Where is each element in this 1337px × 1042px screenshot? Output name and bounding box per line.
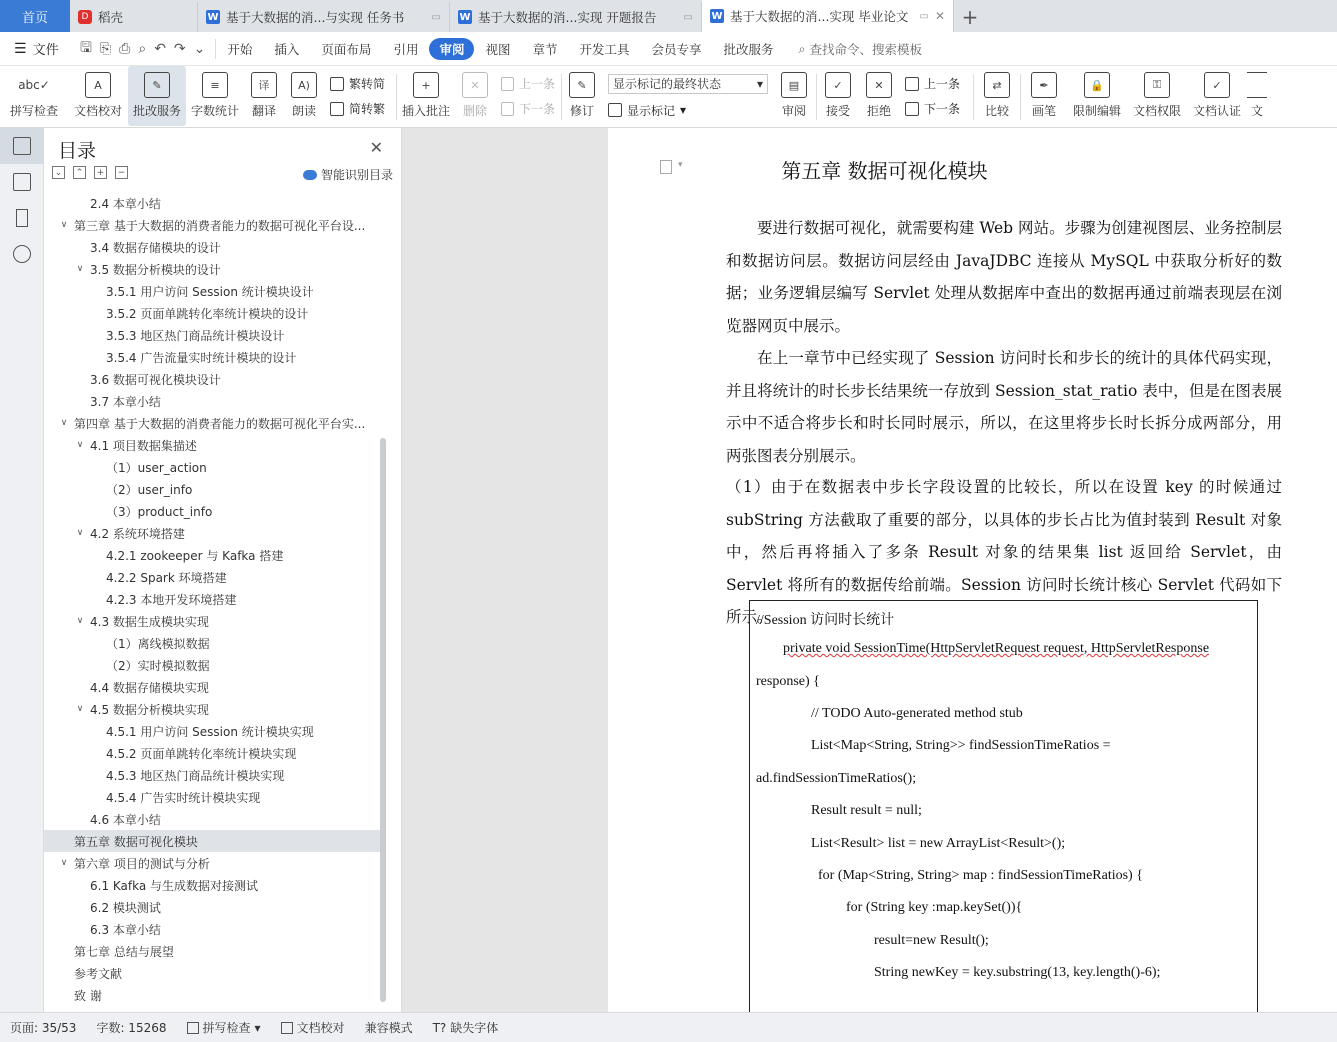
chevron-down-icon[interactable]: ∨: [76, 440, 84, 450]
smart-toc-button[interactable]: [303, 166, 393, 183]
trad-simp-group: [324, 66, 396, 126]
code-line: response) {: [756, 674, 820, 689]
proofread-status-label: 文档校对: [296, 1021, 345, 1035]
command-search[interactable]: [799, 40, 923, 58]
compare-label: 比较: [984, 104, 1009, 118]
word-count-icon: ≡: [202, 72, 228, 98]
proofread-label: 文档校对: [73, 104, 122, 118]
remove-heading-icon[interactable]: −: [115, 166, 128, 179]
show-markup-icon: [608, 103, 622, 117]
insert-comment-label: 插入批注: [401, 104, 450, 118]
toc-item-label: 4.2 系统环境搭建: [90, 526, 185, 541]
pen-icon: ✒: [1031, 72, 1057, 98]
toc-item[interactable]: [44, 434, 380, 456]
close-icon[interactable]: ✕: [369, 138, 383, 157]
restrict-editing-label: 限制编辑: [1072, 104, 1121, 118]
hamburger-icon: ☰: [14, 40, 27, 57]
toc-scrollbar[interactable]: [380, 438, 386, 1002]
prev-icon: [501, 77, 514, 91]
tab-label: 基于大数据的消...与实现 任务书: [226, 10, 405, 25]
read-aloud-icon: A): [291, 72, 317, 98]
chapter-title: 第五章 数据可视化模块: [781, 159, 988, 183]
toc-item-label: 4.6 本章小结: [90, 812, 161, 827]
status-bar: [0, 1012, 1337, 1042]
spell-check-label: 拼写检查: [9, 104, 58, 118]
change-nav-group: [899, 66, 973, 126]
toc-item[interactable]: [44, 896, 380, 918]
convert-icon: [330, 102, 344, 116]
toc-item[interactable]: [44, 610, 380, 632]
grading-service-button[interactable]: [128, 66, 186, 126]
spell-check-status-label: 拼写检查: [202, 1021, 251, 1035]
translate-button[interactable]: [244, 66, 284, 126]
toc-item[interactable]: [44, 764, 380, 786]
to-traditional-label: 简转繁: [349, 102, 386, 116]
word-count-button[interactable]: [186, 66, 244, 126]
ai-icon: [303, 170, 317, 180]
page-indicator[interactable]: [0, 1019, 86, 1036]
next-comment-button[interactable]: [501, 100, 555, 117]
show-markup-label: 显示标记: [627, 103, 676, 118]
toc-item-label: （2）user_info: [106, 482, 193, 497]
tab-home[interactable]: 首页: [0, 0, 70, 32]
page-indicator-text: 页面: 35/53: [10, 1021, 77, 1035]
checkbox-icon: [187, 1022, 199, 1034]
review-pane-icon: ▤: [781, 72, 807, 98]
writer-doc-icon: W: [711, 10, 723, 22]
file-menu-label: 文件: [32, 43, 59, 58]
track-changes-button[interactable]: [562, 66, 602, 126]
toc-panel: [44, 128, 402, 1012]
document-page[interactable]: [608, 128, 1337, 1012]
new-tab-button[interactable]: +: [961, 5, 979, 29]
chevron-down-icon[interactable]: ∨: [60, 858, 68, 868]
to-simplified-label: 繁转简: [349, 77, 386, 91]
tab-label: 基于大数据的消...实现 毕业论文: [730, 9, 909, 24]
next-icon: [905, 102, 919, 116]
missing-font-icon: T?: [432, 1020, 447, 1035]
pen-button[interactable]: [1021, 66, 1067, 126]
spell-check-button[interactable]: [0, 66, 68, 126]
toc-item-label: 2.4 本章小结: [90, 196, 161, 211]
toc-item[interactable]: [44, 280, 380, 302]
show-markup-button[interactable]: [608, 102, 766, 119]
toc-item[interactable]: [44, 940, 380, 962]
missing-font-label: 缺失字体: [450, 1021, 499, 1035]
menu-developer[interactable]: 开发工具: [579, 41, 630, 57]
toc-item-label: 第四章 基于大数据的消费者能力的数据可视化平台实...: [74, 416, 366, 431]
tab-daoke[interactable]: [70, 2, 198, 32]
accept-icon: ✓: [825, 72, 851, 98]
toc-panel-button[interactable]: [0, 128, 44, 164]
writer-doc-icon: W: [207, 11, 219, 23]
code-line: for (String key :map.keySet()){: [846, 900, 1023, 915]
toc-item[interactable]: [44, 918, 380, 940]
toc-item[interactable]: [44, 412, 380, 434]
convert-icon: [330, 77, 344, 91]
code-line: //Session 访问时长统计: [756, 613, 895, 628]
toc-item[interactable]: [44, 984, 380, 1006]
toc-item-label: 3.5.4 广告流量实时统计模块的设计: [106, 350, 297, 365]
reject-button[interactable]: [859, 66, 899, 126]
toc-item[interactable]: [44, 874, 380, 896]
toc-title: 目录: [58, 140, 97, 162]
file-menu[interactable]: [0, 39, 70, 58]
translate-label: 翻译: [251, 104, 276, 118]
word-count-text: 字数: 15268: [96, 1021, 167, 1035]
comment-icon: +: [413, 72, 439, 98]
proofread-icon: [281, 1022, 293, 1034]
insert-comment-button[interactable]: [397, 66, 455, 126]
compare-icon: ⇄: [984, 72, 1010, 98]
tab-doc-thesis[interactable]: [702, 0, 954, 32]
to-simplified-button[interactable]: [330, 75, 390, 92]
menu-member[interactable]: 会员专享: [651, 41, 702, 57]
menu-references[interactable]: 引用: [393, 41, 419, 57]
pin-icon[interactable]: ▭: [431, 11, 441, 23]
spell-check-toggle[interactable]: [177, 1019, 271, 1036]
toc-item[interactable]: [44, 654, 380, 676]
search-icon: ⌕: [798, 40, 810, 56]
next-icon: [501, 102, 514, 116]
document-certify-label: 文档认证: [1192, 104, 1241, 118]
menu-page-layout[interactable]: 页面布局: [321, 41, 372, 57]
next-comment-label: 下一条: [518, 102, 555, 116]
toc-item-label: 4.5.4 广告实时统计模块实现: [106, 790, 261, 805]
read-aloud-button[interactable]: [284, 66, 324, 126]
toc-item-label: 3.5.3 地区热门商品统计模块设计: [106, 328, 285, 343]
reject-icon: ✕: [866, 72, 892, 98]
tab-label: 稻壳: [98, 10, 124, 25]
export-icon[interactable]: ⎘: [99, 40, 112, 57]
toc-item[interactable]: [44, 698, 380, 720]
chevron-down-icon[interactable]: ▾: [678, 160, 683, 170]
chevron-down-icon[interactable]: ∨: [76, 704, 84, 714]
menu-grading[interactable]: 批改服务: [723, 41, 774, 57]
command-search-placeholder: 查找命令、搜索模板: [809, 41, 923, 57]
review-pane-label: 审阅: [781, 104, 806, 118]
toc-item[interactable]: [44, 324, 380, 346]
toc-item[interactable]: [44, 390, 380, 412]
spell-check-icon: abc✓: [18, 78, 50, 92]
chevron-down-icon[interactable]: ∨: [76, 528, 84, 538]
more-ribbon-button[interactable]: [1247, 66, 1267, 126]
toc-item-label: 4.3 数据生成模块实现: [90, 614, 209, 629]
reject-label: 拒绝: [866, 104, 891, 118]
close-icon[interactable]: ✕: [934, 9, 945, 23]
code-line: // TODO Auto-generated method stub: [811, 706, 1023, 721]
undo-icon[interactable]: ↶: [154, 40, 166, 57]
review-pane-button[interactable]: [772, 66, 816, 126]
toc-item[interactable]: [44, 500, 380, 522]
track-changes-label: 修订: [569, 104, 594, 118]
print-icon[interactable]: ⎙: [119, 40, 131, 57]
navigation-icon-strip: [0, 128, 44, 1012]
chevron-down-icon: ▾: [756, 76, 763, 91]
markup-group: [602, 66, 772, 126]
smart-toc-label: 智能识别目录: [320, 168, 393, 182]
toc-item[interactable]: [44, 962, 380, 984]
prev-change-button[interactable]: [905, 75, 967, 92]
code-line: List<Result> list = new ArrayList<Result>();: [811, 836, 1066, 851]
document-permission-button[interactable]: [1127, 66, 1187, 126]
next-change-button[interactable]: [905, 100, 967, 117]
collapse-all-icon[interactable]: ⌄: [52, 166, 65, 179]
toc-item[interactable]: [44, 478, 380, 500]
proofread-status-button[interactable]: [271, 1019, 355, 1036]
bookmark-icon: [16, 209, 28, 227]
quick-access-toolbar: [70, 39, 216, 59]
menu-bar: [0, 32, 1337, 66]
tab-bar: [0, 0, 1337, 32]
toc-item-label: 6.1 Kafka 与生成数据对接测试: [90, 878, 259, 893]
code-line: result=new Result();: [874, 933, 989, 948]
code-line: String newKey = key.substring(13, key.length()-6);: [874, 965, 1161, 980]
document-certify-button[interactable]: [1187, 66, 1247, 126]
menu-review[interactable]: 审阅: [429, 38, 474, 60]
proofread-icon: A: [85, 72, 111, 98]
prev-comment-label: 上一条: [518, 77, 555, 91]
toc-item[interactable]: [44, 786, 380, 808]
prev-change-label: 上一条: [924, 77, 961, 91]
delete-comment-label: 删除: [462, 104, 487, 118]
document-icon: [1247, 72, 1267, 98]
prev-comment-button[interactable]: [501, 75, 555, 92]
document-permission-label: 文档权限: [1132, 104, 1181, 118]
grading-label: 批改服务: [132, 104, 181, 118]
toc-item-label: 第六章 项目的测试与分析: [74, 856, 210, 871]
toc-item[interactable]: [44, 258, 380, 280]
pen-label: 画笔: [1031, 104, 1056, 118]
toc-item-label: 第七章 总结与展望: [74, 944, 174, 959]
toc-item-label: 3.6 数据可视化模块设计: [90, 372, 221, 387]
add-heading-icon[interactable]: +: [94, 166, 107, 179]
toc-item[interactable]: [44, 456, 380, 478]
redo-icon[interactable]: ↷: [173, 40, 186, 57]
pin-icon[interactable]: ▭: [919, 10, 929, 22]
code-line: List<Map<String, String>> findSessionTimeRatios =: [811, 738, 1111, 753]
markup-state-select[interactable]: [608, 74, 768, 94]
toc-item-label: 4.5.2 页面单跳转化率统计模块实现: [106, 746, 297, 761]
toc-item-label: 4.5.3 地区热门商品统计模块实现: [106, 768, 285, 783]
toc-item-label: 4.1 项目数据集描述: [90, 438, 197, 453]
toc-item-label: 第三章 基于大数据的消费者能力的数据可视化平台设...: [74, 218, 366, 233]
tab-doc-proposal[interactable]: [450, 2, 702, 32]
code-line: ad.findSessionTimeRatios();: [756, 771, 917, 786]
translate-icon: 译: [251, 72, 277, 98]
word-count-indicator[interactable]: [86, 1019, 176, 1036]
bookmark-button[interactable]: [0, 200, 44, 236]
menu-section[interactable]: 章节: [532, 41, 558, 57]
code-line: private void SessionTime(HttpServletRequest request, HttpServletResponse: [783, 641, 1210, 656]
code-line: for (Map<String, String> map : findSessionTimeRatios) {: [818, 868, 1143, 883]
chevron-down-icon: ▾: [254, 1020, 261, 1035]
toc-item-label: 参考文献: [74, 966, 123, 981]
review-ribbon: [0, 66, 1337, 128]
chevron-down-icon[interactable]: ∨: [60, 220, 68, 230]
restrict-editing-button[interactable]: [1067, 66, 1127, 126]
permission-icon: ⚿: [1144, 72, 1170, 98]
chevron-down-icon[interactable]: ∨: [60, 418, 68, 428]
compare-button[interactable]: [974, 66, 1020, 126]
menu-view[interactable]: 视图: [485, 41, 511, 57]
preview-icon[interactable]: ⌕: [138, 40, 147, 57]
toc-item[interactable]: [44, 632, 380, 654]
tab-label: 基于大数据的消...实现 开题报告: [478, 10, 657, 25]
toc-icon: [13, 137, 31, 155]
chevron-down-icon[interactable]: ⌄: [193, 40, 206, 57]
toc-item-label: 4.2.2 Spark 环境搭建: [106, 570, 227, 585]
code-line: Result result = null;: [811, 803, 922, 818]
more-ribbon-label: 文: [1250, 104, 1263, 118]
toc-item-label: 第五章 数据可视化模块: [74, 834, 198, 849]
pin-icon[interactable]: ▭: [683, 11, 693, 23]
compat-mode-label: 兼容模式: [364, 1021, 413, 1035]
certify-icon: ✓: [1204, 72, 1230, 98]
menu-home[interactable]: 开始: [227, 41, 253, 57]
toc-item[interactable]: [44, 346, 380, 368]
code-block: [749, 600, 1258, 1012]
document-area: [402, 128, 1337, 1012]
read-aloud-label: 朗读: [291, 104, 316, 118]
toc-item-label: （1）离线模拟数据: [106, 636, 210, 651]
toc-item[interactable]: [44, 214, 380, 236]
toc-item-label: 3.5 数据分析模块的设计: [90, 262, 221, 277]
chevron-down-icon[interactable]: ∨: [76, 616, 84, 626]
grading-icon: ✎: [144, 72, 170, 98]
toc-item[interactable]: [44, 236, 380, 258]
toc-item-label: 3.5.2 页面单跳转化率统计模块的设计: [106, 306, 309, 321]
toc-item-label: （2）实时模拟数据: [106, 658, 210, 673]
toc-item[interactable]: [44, 192, 380, 214]
toc-item-label: 致 谢: [74, 988, 102, 1003]
paragraph: 在上一章节中已经实现了 Session 访问时长和步长的统计的具体代码实现，并且将统计的时长步长结果统一存放到 Session_stat_ratio 表中，但是在图表展示中不适合将步长和时长同时展示，所以，在这里将步长时长拆分成两部分，用两张图表分别展示。: [726, 349, 1282, 465]
toc-toolbar: [52, 166, 128, 179]
toc-item[interactable]: [44, 830, 380, 852]
chevron-down-icon: ▾: [680, 103, 687, 117]
find-button[interactable]: [0, 236, 44, 272]
accept-button[interactable]: [817, 66, 859, 126]
paragraph: （1）由于在数据表中步长字段设置的比较长，所以在设置 key 的时候通过 subString 方法截取了重要的部分，以具体的步长占比为值封装到 Result 对象中，然后再将插入了多条 Result 对象的结果集 list 返回给 Servlet，由 Servlet 将所有的数据传给前端。Session 访问时长统计核心 Servlet 代码如下所示。: [726, 478, 1282, 626]
toc-item-label: 3.7 本章小结: [90, 394, 161, 409]
prev-icon: [905, 77, 919, 91]
tab-doc-task[interactable]: [198, 2, 450, 32]
toc-item[interactable]: [44, 676, 380, 698]
toc-list: [44, 192, 380, 1006]
toc-item-label: 6.2 模块测试: [90, 900, 161, 915]
toc-item-label: 4.2.1 zookeeper 与 Kafka 搭建: [106, 548, 284, 563]
writer-doc-icon: W: [459, 11, 471, 23]
toc-item[interactable]: [44, 368, 380, 390]
toc-item-label: （3）product_info: [106, 504, 213, 519]
delete-comment-icon: ✕: [462, 72, 488, 98]
toc-item[interactable]: [44, 522, 380, 544]
toc-item[interactable]: [44, 852, 380, 874]
lock-icon: 🔒: [1084, 72, 1110, 98]
toc-item[interactable]: [44, 544, 380, 566]
chevron-down-icon[interactable]: ∨: [76, 264, 84, 274]
menu-insert[interactable]: 插入: [274, 41, 300, 57]
next-change-label: 下一条: [924, 102, 961, 116]
daoke-logo-icon: D: [78, 10, 92, 24]
search-icon: [13, 245, 31, 263]
toc-item-label: 3.5.1 用户访问 Session 统计模块设计: [106, 284, 314, 299]
toc-item[interactable]: [44, 808, 380, 830]
delete-comment-button[interactable]: [455, 66, 495, 126]
toc-item-label: 4.5 数据分析模块实现: [90, 702, 209, 717]
to-traditional-button[interactable]: [330, 100, 390, 117]
save-icon[interactable]: 🖫: [80, 39, 92, 56]
toc-item-label: 4.2.3 本地开发环境搭建: [106, 592, 237, 607]
toc-item[interactable]: [44, 566, 380, 588]
toc-item[interactable]: [44, 302, 380, 324]
chapter-nav-button[interactable]: [0, 164, 44, 200]
toc-item-label: 3.4 数据存储模块的设计: [90, 240, 221, 255]
missing-font-button[interactable]: [423, 1019, 509, 1036]
track-changes-icon: ✎: [569, 72, 595, 98]
toc-item-label: 6.3 本章小结: [90, 922, 161, 937]
toc-item-label: （1）user_action: [106, 460, 207, 475]
word-count-label: 字数统计: [190, 104, 239, 118]
toc-item-label: 4.5.1 用户访问 Session 统计模块实现: [106, 724, 314, 739]
comment-nav-group: [495, 66, 561, 126]
compat-mode-indicator: [355, 1019, 423, 1036]
chapter-icon: [13, 173, 31, 191]
markup-state-value: 显示标记的最终状态: [613, 77, 722, 91]
toc-item[interactable]: [44, 742, 380, 764]
proofread-button[interactable]: [68, 66, 128, 126]
toc-item[interactable]: [44, 720, 380, 742]
paragraph: 要进行数据可视化，就需要构建 Web 网站。步骤为创建视图层、业务控制层和数据访问层。数据访问层经由 JavaJDBC 连接从 MySQL 中获取分析好的数据；业务逻辑层编写 Servlet 处理从数据库中查出的数据再通过前端表现层在浏览器网页中展示。: [726, 219, 1282, 335]
toc-item-label: 4.4 数据存储模块实现: [90, 680, 209, 695]
toc-item[interactable]: [44, 588, 380, 610]
accept-label: 接受: [825, 104, 850, 118]
expand-all-icon[interactable]: ⌃: [73, 166, 86, 179]
